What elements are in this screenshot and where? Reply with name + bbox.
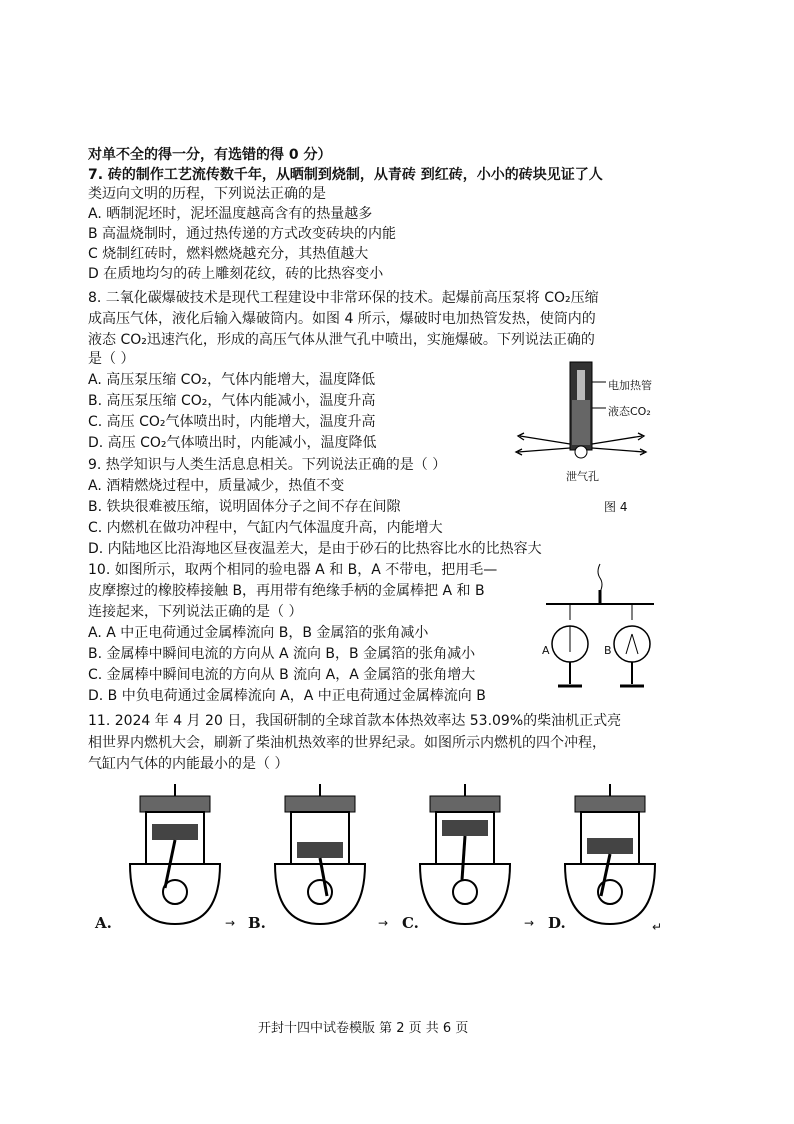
engine-stroke-c	[410, 784, 520, 933]
electroscope-figure	[540, 560, 660, 700]
q10-stem-line2: 皮摩擦过的橡胶棒接触 B，再用带有绝缘手柄的金属棒把 A 和 B	[88, 583, 485, 599]
crankshaft	[308, 880, 332, 904]
q10-option-a: A. A 中正电荷通过金属棒流向 B，B 金属箔的张角减小	[88, 625, 429, 641]
crankshaft	[453, 880, 477, 904]
choice-c-label: C.	[402, 914, 419, 932]
q8-option-d: D. 高压 CO₂气体喷出时，内能减小，温度降低	[88, 435, 377, 451]
choice-b-label: B.	[248, 914, 266, 932]
q7-stem-text: 7. 砖的制作工艺流传数千年，从晒制到烧制，从青砖 到红砖，小小的砖块见证了人	[88, 167, 603, 183]
q11-stem-line1: 11. 2024 年 4 月 20 日，我国研制的全球首款本体热效率达 53.09%的柴油机正式亮	[88, 713, 622, 729]
engine-d-diagram	[555, 784, 665, 929]
q9-option-a: A. 酒精燃烧过程中，质量减少，热值不变	[88, 478, 345, 494]
q8-stem-line3: 液态 CO₂迅速汽化，形成的高压气体从泄气孔中喷出，实施爆破。下列说法正确的	[88, 332, 595, 348]
return-mark-icon: ↵	[652, 920, 663, 934]
blasting-tube-diagram	[510, 360, 680, 480]
page-footer: 开封十四中试卷模版 第 2 页 共 6 页	[258, 1021, 469, 1036]
q9-stem: 9. 热学知识与人类生活息息相关。下列说法正确的是（ ）	[88, 457, 447, 473]
q9-option-b: B. 铁块很难被压缩，说明固体分子之间不存在间隙	[88, 499, 401, 515]
figure-4-blasting-tube	[510, 360, 680, 520]
hand-icon	[598, 564, 602, 592]
electroscope-a-label: A	[542, 644, 550, 657]
q7-option-c: C 烧制红砖时，燃料燃烧越充分，其热值越大	[88, 246, 369, 262]
q7-stem-line2: 类迈向文明的历程，下列说法正确的是	[88, 186, 326, 202]
electroscope-b-label: B	[604, 644, 612, 657]
q7-option-b: B 高温烧制时，通过热传递的方式改变砖块的内能	[88, 226, 397, 242]
engine-b-diagram	[265, 784, 375, 929]
cylinder-head	[575, 796, 645, 812]
heater-label: 电加热管	[608, 379, 652, 392]
electroscope-b-case	[614, 626, 650, 662]
cylinder-head	[285, 796, 355, 812]
q8-stem-line4: 是（ ）	[88, 351, 135, 367]
liquid-co2	[572, 400, 590, 445]
section-note: 对单不全的得一分，有选错的得 0 分）	[88, 147, 332, 163]
q7-stem-line1	[88, 166, 603, 184]
q7-option-d: D 在质地均匀的砖上雕刻花纹，砖的比热容变小	[88, 266, 384, 282]
q8-stem-line1: 8. 二氧化碳爆破技术是现代工程建设中非常环保的技术。起爆前高压泵将 CO₂压缩	[88, 290, 599, 306]
crankcase	[565, 864, 655, 924]
piston	[442, 820, 488, 836]
q8-option-a: A. 高压泵压缩 CO₂，气体内能增大，温度降低	[88, 372, 376, 388]
q10-stem-line3: 连接起来，下列说法正确的是（ ）	[88, 604, 303, 620]
arrow-icon: →	[378, 916, 389, 930]
piston	[587, 838, 633, 854]
engine-stroke-b	[265, 784, 375, 933]
crankshaft	[163, 880, 187, 904]
crankcase	[420, 864, 510, 924]
q10-option-b: B. 金属棒中瞬间电流的方向从 A 流向 B，B 金属箔的张角减小	[88, 646, 476, 662]
piston	[152, 824, 198, 840]
q8-stem-line2: 成高压气体，液化后输入爆破筒内。如图 4 所示，爆破时电加热管发热，使筒内的	[88, 311, 596, 327]
q8-option-c: C. 高压 CO₂气体喷出时，内能增大，温度升高	[88, 414, 376, 430]
q9-option-c: C. 内燃机在做功冲程中，气缸内气体温度升高，内能增大	[88, 520, 443, 536]
q10-option-d: D. B 中负电荷通过金属棒流向 A，A 中正电荷通过金属棒流向 B	[88, 688, 486, 704]
vent-label: 泄气孔	[566, 470, 599, 483]
engine-a-diagram	[120, 784, 230, 929]
electroscope-b-leaves	[626, 634, 638, 654]
electroscope-diagram	[540, 560, 660, 700]
crankcase	[275, 864, 365, 924]
figure-4-caption: 图 4	[604, 500, 628, 514]
cylinder-head	[430, 796, 500, 812]
q7-option-a: A. 晒制泥坯时，泥坯温度越高含有的热量越多	[88, 206, 373, 222]
arrow-icon: →	[225, 916, 236, 930]
vent-hole	[575, 446, 587, 458]
liquid-co2-label: 液态CO₂	[608, 405, 651, 418]
q10-stem-line1: 10. 如图所示，取两个相同的验电器 A 和 B，A 不带电，把用毛—	[88, 562, 498, 578]
crankcase	[130, 864, 220, 924]
arrow-icon: →	[524, 916, 535, 930]
engine-stroke-a	[120, 784, 230, 933]
piston	[297, 842, 343, 858]
choice-d-label: D.	[548, 914, 566, 932]
engine-stroke-d	[555, 784, 665, 933]
q11-stem-line3: 气缸内气体的内能最小的是（ ）	[88, 756, 289, 772]
q11-stem-line2: 相世界内燃机大会，刷新了柴油机热效率的世界纪录。如图所示内燃机的四个冲程，	[88, 735, 606, 751]
engine-c-diagram	[410, 784, 520, 929]
q9-option-d: D. 内陆地区比沿海地区昼夜温差大，是由于砂石的比热容比水的比热容大	[88, 541, 542, 557]
q10-option-c: C. 金属棒中瞬间电流的方向从 B 流向 A，A 金属箔的张角增大	[88, 667, 476, 683]
cylinder-head	[140, 796, 210, 812]
q8-option-b: B. 高压泵压缩 CO₂，气体内能减小，温度升高	[88, 393, 376, 409]
choice-a-label: A.	[95, 914, 112, 932]
